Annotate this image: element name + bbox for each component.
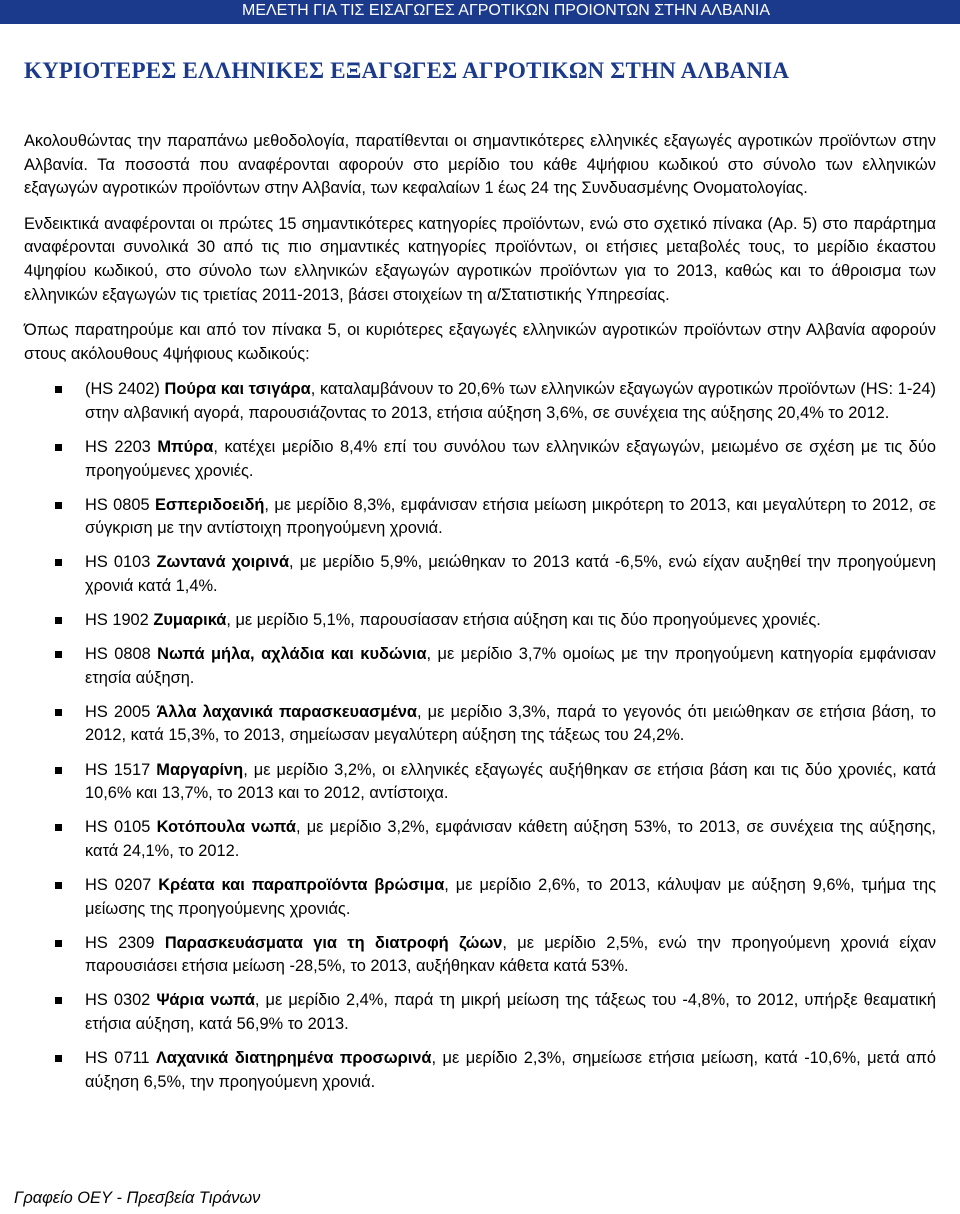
list-item: HS 0805 Εσπεριδοειδή, με μερίδιο 8,3%, εμφάνισαν ετήσια μείωση μικρότερη το 2013, και μεγαλύτερη το 2012, σε σύγκριση με την αντίστοιχη προηγούμενη χρονιά. (24, 494, 936, 541)
product-name: Παρασκευάσματα για τη διατροφή ζώων (164, 933, 503, 952)
product-name: Πούρα και τσιγάρα (164, 380, 311, 399)
product-name: Κοτόπουλα νωπά (156, 818, 296, 837)
list-item: HS 0711 Λαχανικά διατηρημένα προσωρινά, με μερίδιο 2,3%, σημείωσε ετήσια μείωση, κατά -10,6%, μετά από αύξηση 6,5%, την προηγούμενη χρονιά. (24, 1047, 936, 1094)
document-body (24, 130, 936, 1105)
product-name: Ζυμαρικά (153, 611, 227, 630)
page-header-text: ΜΕΛΕΤΗ ΓΙΑ ΤΙΣ ΕΙΣΑΓΩΓΕΣ ΑΓΡΟΤΙΚΩΝ ΠΡΟΙΟΝΤΩΝ ΣΤΗΝ ΑΛΒΑΝΙΑ (241, 2, 770, 19)
product-name: Ψάρια νωπά (156, 991, 255, 1010)
section-title: ΚΥΡΙΟΤΕΡΕΣ ΕΛΛΗΝΙΚΕΣ ΕΞΑΓΩΓΕΣ ΑΓΡΟΤΙΚΩΝ ΣΤΗΝ ΑΛΒΑΝΙΑ (24, 58, 790, 83)
list-item: HS 0302 Ψάρια νωπά, με μερίδιο 2,4%, παρά τη μικρή μείωση της τάξεως του -4,8%, το 2012, υπήρξε θεαματική ετήσια αύξηση, κατά 56,9% το 2013. (24, 989, 936, 1036)
bullet-icon (55, 386, 62, 393)
bullet-icon (55, 502, 62, 509)
list-item: HS 1517 Μαργαρίνη, με μερίδιο 3,2%, οι ελληνικές εξαγωγές αυξήθηκαν σε ετήσια βάση και τις δύο χρονιές, κατά 10,6% και 13,7%, το 2013 και το 2012, αντίστοιχα. (24, 759, 936, 806)
list-item: HS 0105 Κοτόπουλα νωπά, με μερίδιο 3,2%, εμφάνισαν κάθετη αύξηση 53%, το 2013, σε συνέχεια της αύξησης, κατά 24,1%, το 2012. (24, 816, 936, 863)
bullet-icon (55, 824, 62, 831)
product-name: Κρέατα και παραπροϊόντα βρώσιμα (158, 875, 445, 894)
bullet-icon (55, 444, 62, 451)
product-name: Άλλα λαχανικά παρασκευασμένα (156, 702, 417, 721)
list-item: (HS 2402) Πούρα και τσιγάρα, καταλαμβάνουν το 20,6% των ελληνικών εξαγωγών αγροτικών προϊόντων (HS: 1-24) στην αλβανική αγορά, παρουσιάζοντας το 2013, ετήσια αύξηση 3,6%, σε συνέχεια της αύξησης 20,4% το 2012. (24, 378, 936, 425)
intro-paragraph: Ακολουθώντας την παραπάνω μεθοδολογία, παρατίθενται οι σημαντικότερες ελληνικές εξαγωγές αγροτικών προϊόντων στην Αλβανία. Τα ποσοστά που αναφέρονται αφορούν στο μερίδιο του κάθε 4ψήφιου κωδικού στο σύνολο των ελληνικών εξαγωγών αγροτικών προϊόντων στην Αλβανία, των κεφαλαίων 1 έως 24 της Συνδυασμένης Ονοματολογίας. (24, 132, 936, 198)
bullet-icon (55, 617, 62, 624)
list-item: HS 2309 Παρασκευάσματα για τη διατροφή ζώων, με μερίδιο 2,5%, ενώ την προηγούμενη χρονιά είχαν παρουσιάσει ετήσια μείωση -28,5%, το 2013, αυξήθηκαν κάθετα κατά 53%. (24, 932, 936, 979)
list-item: HS 0103 Ζωντανά χοιρινά, με μερίδιο 5,9%, μειώθηκαν το 2013 κατά -6,5%, ενώ είχαν αυξηθεί την προηγούμενη χρονιά κατά 1,4%. (24, 551, 936, 598)
product-name: Ζωντανά χοιρινά (156, 553, 290, 572)
scope-paragraph: Ενδεικτικά αναφέρονται οι πρώτες 15 σημαντικότερες κατηγορίες προϊόντων, ενώ στο σχετικό πίνακα (Αρ. 5) στο παράρτημα αναφέρονται συνολικά 30 από τις πιο σημαντικές κατηγορίες προϊόντων, οι ετήσιες μεταβολές τους, το μερίδιο έκαστου 4ψηφίου κωδικού, στο σύνολο των ελληνικών εξαγωγών αγροτικών προϊόντων για το 2013, καθώς και το άθροισμα των ελληνικών εξαγωγών τις τριετίας 2011-2013, βάσει στοιχείων τη α/Στατιστικής Υπηρεσίας. (24, 214, 936, 304)
product-name: Μπύρα (157, 438, 214, 457)
page-header-bar (0, 0, 960, 24)
bullet-icon (55, 767, 62, 774)
export-codes-list (24, 378, 936, 1094)
bullet-icon (55, 882, 62, 889)
product-name: Μαργαρίνη (156, 760, 244, 779)
list-item: HS 0808 Νωπά μήλα, αχλάδια και κυδώνια, με μερίδιο 3,7% ομοίως με την προηγούμενη κατηγορία εμφάνισαν ετησία αύξηση. (24, 643, 936, 690)
bullet-icon (55, 559, 62, 566)
bullet-icon (55, 709, 62, 716)
bullet-icon (55, 940, 62, 947)
list-item: HS 2203 Μπύρα, κατέχει μερίδιο 8,4% επί του συνόλου των ελληνικών εξαγωγών, μειωμένο σε σχέση με τις δύο προηγούμενες χρονιές. (24, 436, 936, 483)
list-item: HS 2005 Άλλα λαχανικά παρασκευασμένα, με μερίδιο 3,3%, παρά το γεγονός ότι μειώθηκαν σε ετήσια βάση, το 2012, κατά 15,3%, το 2013, σημείωσαν μεγαλύτερη αύξηση της τάξεως του 24,2%. (24, 701, 936, 748)
list-item: HS 0207 Κρέατα και παραπροϊόντα βρώσιμα, με μερίδιο 2,6%, το 2013, κάλυψαν με αύξηση 9,6%, τμήμα της μείωσης της προηγούμενης χρονιάς. (24, 874, 936, 921)
codes-intro-paragraph: Όπως παρατηρούμε και από τον πίνακα 5, οι κυριότερες εξαγωγές ελληνικών αγροτικών προϊόντων στην Αλβανία αφορούν στους ακόλουθους 4ψήφιους κωδικούς: (24, 321, 936, 363)
list-item: HS 1902 Ζυμαρικά, με μερίδιο 5,1%, παρουσίασαν ετήσια αύξηση και τις δύο προηγούμενες χρονιές. (24, 609, 936, 633)
product-name: Νωπά μήλα, αχλάδια και κυδώνια (157, 645, 427, 664)
product-name: Εσπεριδοειδή (155, 495, 265, 514)
page-footer: Γραφείο ΟΕΥ - Πρεσβεία Τιράνων (14, 1189, 261, 1207)
bullet-icon (55, 651, 62, 658)
product-name: Λαχανικά διατηρημένα προσωρινά (155, 1049, 432, 1067)
bullet-icon (55, 997, 62, 1004)
bullet-icon (55, 1055, 62, 1062)
